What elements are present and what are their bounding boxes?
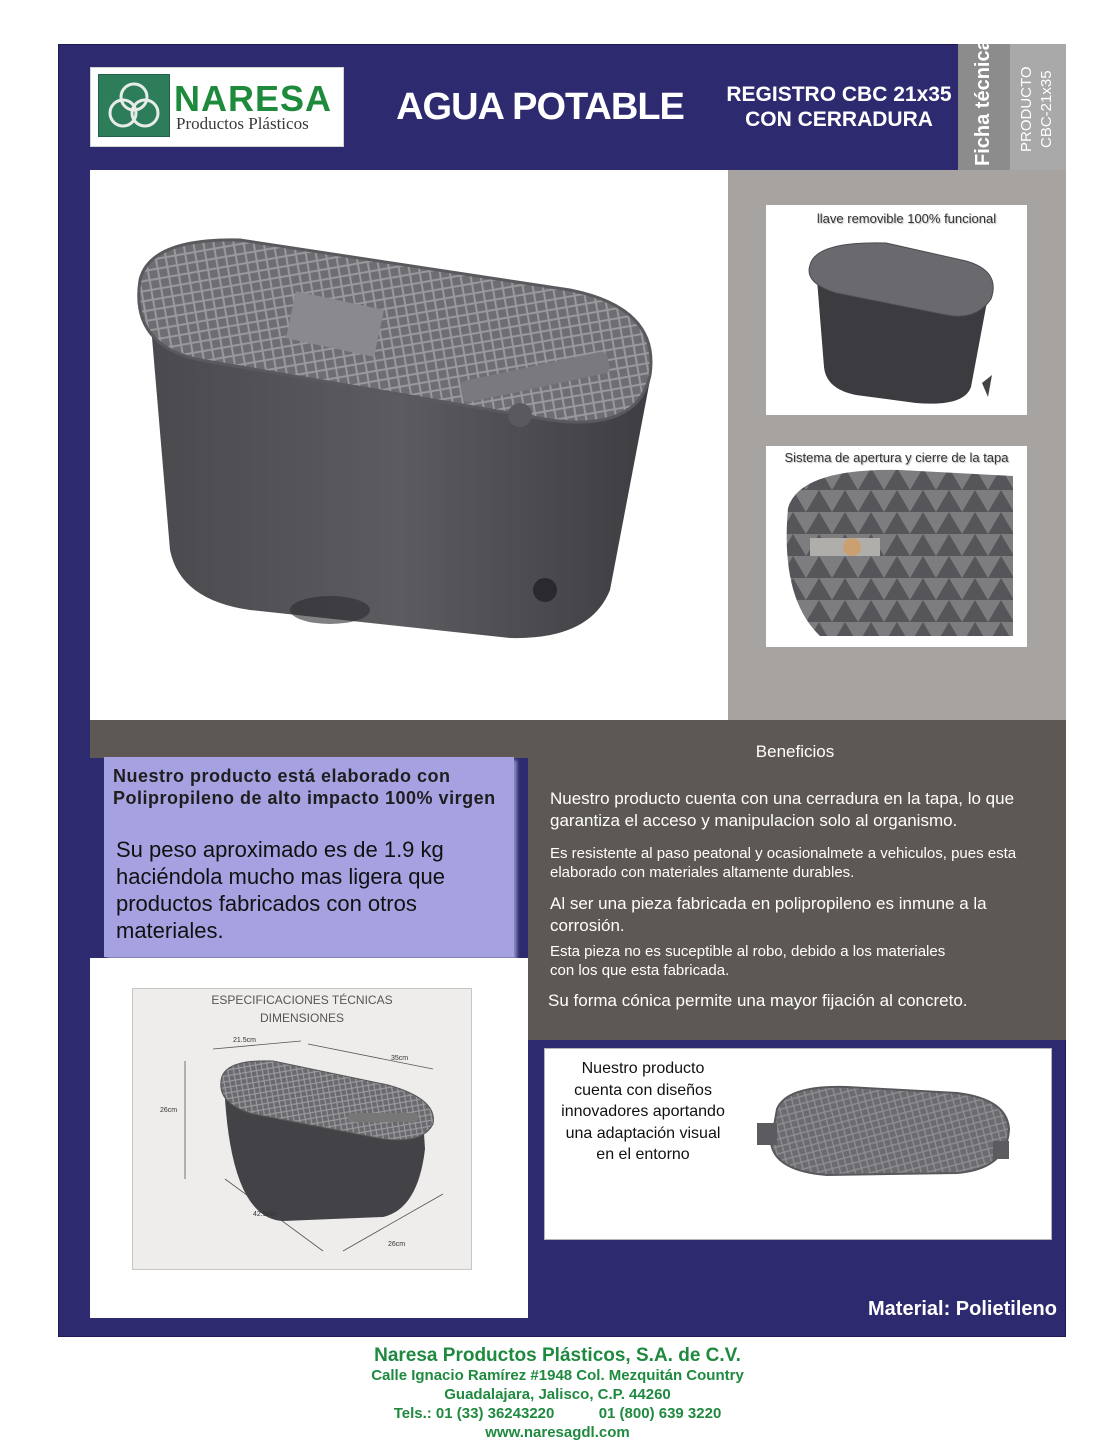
- benefit-item: Esta pieza no es suceptible al robo, debido a los materiales con los que esta fabricada.: [550, 943, 946, 979]
- dim-top-length: 35cm: [391, 1055, 409, 1062]
- main-product-photo: [90, 170, 728, 720]
- logo-name: NARESA: [174, 78, 333, 119]
- thumbnail-key-caption: llave removible 100% funcional: [816, 211, 997, 226]
- footer-website[interactable]: www.naresagdl.com: [485, 1424, 630, 1441]
- logo-subtitle: Productos Plásticos: [176, 114, 309, 133]
- producto-code: CBC-21x35: [1038, 70, 1055, 148]
- benefit-item: Es resistente al paso peatonal y ocasionalmete a vehiculos, pues esta elaborado con materiales altamente durables.: [550, 845, 1017, 881]
- weight-text: Su peso aproximado es de 1.9 kg haciéndola mucho mas ligera que productos fabricados con otros materiales.: [116, 837, 445, 943]
- benefits-title: Beneficios: [755, 742, 835, 761]
- footer-phones: [0, 1405, 1115, 1422]
- footer-phone-toll-free: 01 (800) 639 3220: [598, 1405, 722, 1422]
- specs-title-line1: ESPECIFICACIONES TÉCNICAS: [211, 993, 393, 1007]
- product-name: [724, 82, 954, 132]
- dim-height: 26cm: [160, 1107, 178, 1114]
- thumbnail-lock-caption: Sistema de apertura y cierre de la tapa: [784, 450, 1009, 465]
- benefit-item: Al ser una pieza fabricada en polipropileno es inmune a la corrosión.: [550, 894, 987, 935]
- footer-phone-local: Tels.: 01 (33) 36243220: [393, 1405, 555, 1422]
- specs-title-line2: DIMENSIONES: [259, 1011, 344, 1025]
- footer-city: Guadalajara, Jalisco, C.P. 44260: [444, 1386, 671, 1403]
- footer-address: Calle Ignacio Ramírez #1948 Col. Mezquitán Country: [371, 1367, 744, 1384]
- material-label: Material: Polietileno: [868, 1298, 1057, 1320]
- benefit-item: Nuestro producto cuenta con una cerradura en la tapa, lo que garantiza el acceso y manipulacion solo al organismo.: [550, 789, 1015, 830]
- producto-label: PRODUCTO: [1018, 66, 1035, 152]
- dim-bottom-width: 26cm: [388, 1241, 406, 1248]
- benefit-item: Su forma cónica permite una mayor fijación al concreto.: [548, 991, 968, 1010]
- logo-emblem-icon: [98, 74, 170, 137]
- footer-company: Naresa Productos Plásticos, S.A. de C.V.: [374, 1345, 741, 1366]
- specs-diagram: [132, 988, 472, 1270]
- dim-bottom-length: 42.5cm: [253, 1211, 276, 1218]
- product-name-line2: CON CERRADURA: [745, 108, 933, 131]
- ficha-tecnica-label: Ficha técnica: [972, 39, 994, 166]
- product-name-line1: REGISTRO CBC 21x35: [726, 83, 952, 106]
- innovation-text: Nuestro producto cuenta con diseños innovadores aportando una adaptación visual en el entorno: [561, 1060, 725, 1164]
- page-title: AGUA POTABLE: [396, 86, 684, 128]
- material-text: Nuestro producto está elaborado con Polipropileno de alto impacto 100% virgen: [113, 766, 496, 808]
- dim-top-width: 21.5cm: [233, 1037, 256, 1044]
- specs-title: [133, 991, 471, 1027]
- thumbnail-lock-system: [766, 446, 1027, 647]
- thumbnail-key: [766, 205, 1027, 415]
